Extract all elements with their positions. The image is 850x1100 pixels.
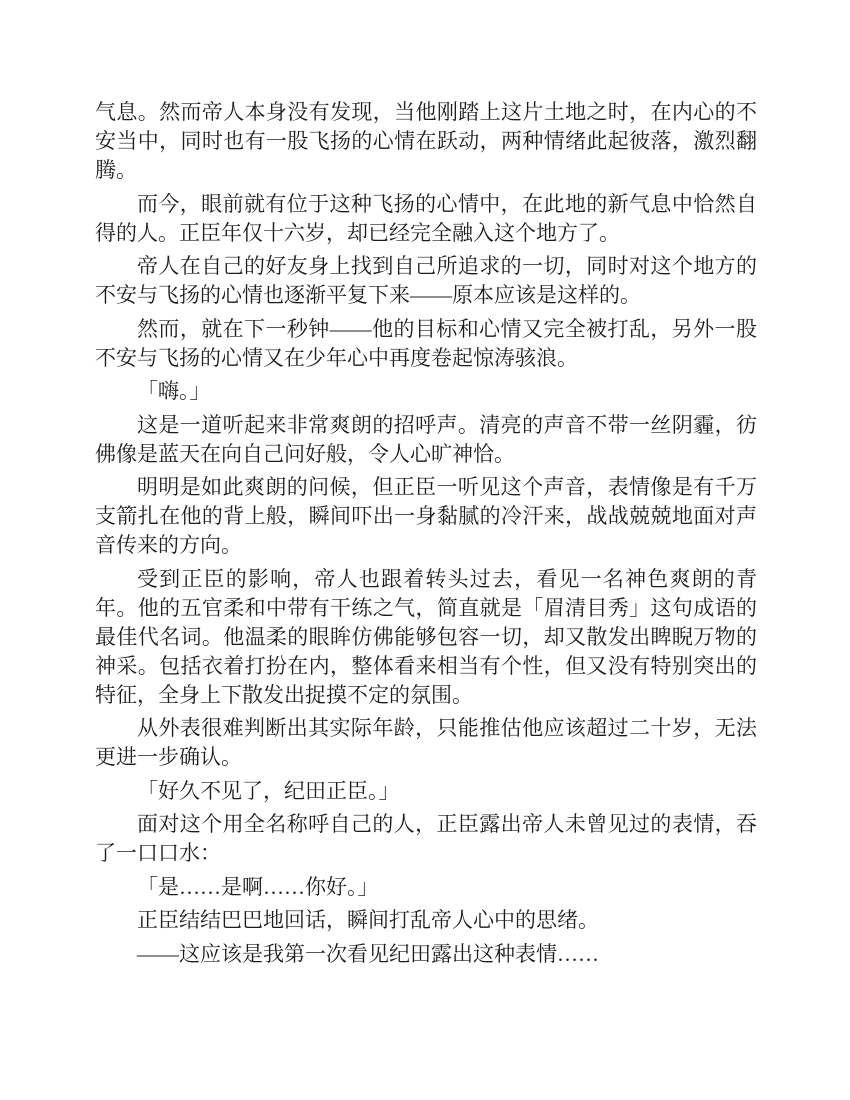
paragraph: 从外表很难判断出其实际年龄，只能推估他应该超过二十岁，无法更进一步确认。: [95, 716, 757, 769]
paragraph: 气息。然而帝人本身没有发现，当他刚踏上这片土地之时，在内心的不安当中，同时也有一股飞扬的心情在跃动，两种情绪此起彼落，激烈翻腾。: [95, 100, 757, 182]
paragraph: ——这应该是我第一次看见纪田露出这种表情……: [137, 941, 599, 966]
paragraph: 面对这个用全名称呼自己的人，正臣露出帝人未曾见过的表情，吞了一口口水：: [95, 812, 757, 865]
dialogue-paragraph: 「好久不见了，纪田正臣。」: [137, 778, 400, 803]
paragraph: 受到正臣的影响，帝人也跟着转头过去，看见一名神色爽朗的青年。他的五官柔和中带有干练之气，简直就是「眉清目秀」这句成语的最佳代名词。他温柔的眼眸仿佛能够包容一切，却又散发出睥睨万物的神采。包括衣着打扮在内，整体看来相当有个性，但又没有特别突出的特征，全身上下散发出捉摸不定的氛围。: [95, 566, 757, 707]
paragraph: 而今，眼前就有位于这种飞扬的心情中，在此地的新气息中恰然自得的人。正臣年仅十六岁，却已经完全融入这个地方了。: [95, 191, 757, 245]
paragraph: 明明是如此爽朗的问候，但正臣一听见这个声音，表情像是有千万支箭扎在他的背上般，瞬间吓出一身黏腻的冷汗来，战战兢兢地面对声音传来的方向。: [95, 475, 757, 557]
dialogue-paragraph: 「是……是啊……你好。」: [137, 874, 379, 899]
dialogue-paragraph: 「嗨。」: [137, 379, 211, 403]
paragraph: 然而，就在下一秒钟——他的目标和心情又完全被打乱，另外一股不安与飞扬的心情又在少年心中再度卷起惊涛骇浪。: [95, 316, 757, 370]
paragraph: 这是一道听起来非常爽朗的招呼声。清亮的声音不带一丝阴霾，彷佛像是蓝天在向自己问好般，令人心旷神恰。: [95, 412, 757, 466]
paragraph: 正臣结结巴巴地回话，瞬间打乱帝人心中的思绪。: [137, 908, 599, 932]
paragraph: 帝人在自己的好友身上找到自己所追求的一切，同时对这个地方的不安与飞扬的心情也逐渐平复下来——原本应该是这样的。: [95, 254, 757, 307]
